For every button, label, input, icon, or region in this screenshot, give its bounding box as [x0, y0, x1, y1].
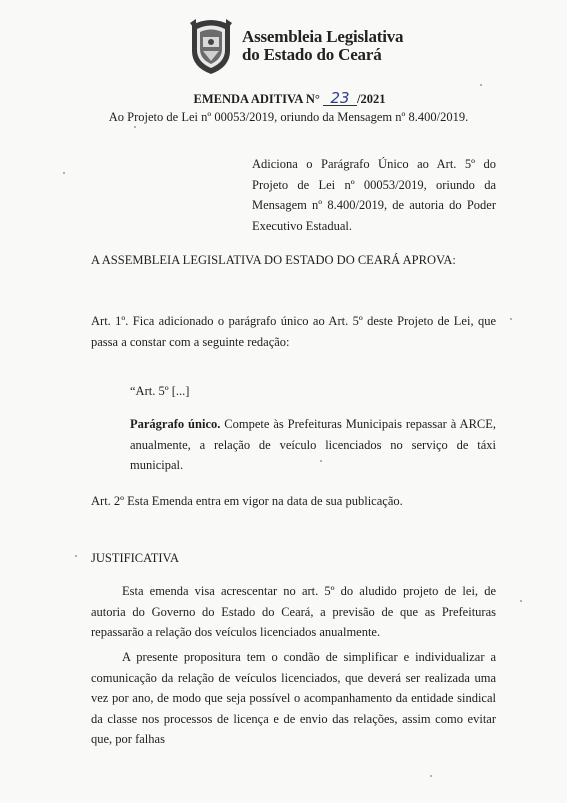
enactment-clause: A ASSEMBLEIA LEGISLATIVA DO ESTADO DO CEARÁ APROVA: [91, 253, 456, 267]
handwritten-amendment-number: 23 [323, 92, 357, 106]
sole-paragraph-label: Parágrafo único. [130, 417, 221, 431]
ementa-summary: Adiciona o Parágrafo Único ao Art. 5º do Projeto de Lei nº 00053/2019, oriundo da Mensagem nº 8.400/2019, de autoria do Poder Executivo Estadual. [252, 157, 496, 233]
scan-speck [75, 555, 77, 557]
amendment-subtitle: Ao Projeto de Lei nº 00053/2019, oriundo da Mensagem nº 8.400/2019. [108, 110, 469, 124]
institution-name-line2: do Estado do Ceará [242, 45, 382, 64]
letterhead [188, 17, 418, 75]
scan-speck [510, 318, 512, 320]
scan-speck [63, 172, 65, 174]
article-1: Art. 1º. Fica adicionado o parágrafo único ao Art. 5º deste Projeto de Lei, que passa a constar com a seguinte redação: [91, 314, 496, 349]
scan-speck [134, 126, 136, 128]
institution-name [242, 28, 403, 64]
sole-paragraph-text: Compete às Prefeituras Municipais repassar à ARCE, anualmente, a relação de veículo licenciados no serviço de táxi municipal. [130, 417, 497, 472]
article-2: Art. 2º Esta Emenda entra em vigor na data de sua publicação. [91, 494, 403, 508]
scan-speck [320, 460, 322, 462]
justification-heading: JUSTIFICATIVA [91, 551, 179, 565]
justification-paragraph-2: A presente propositura tem o condão de simplificar e individualizar a comunicação da relação de veículos licenciados, que deverá ser realizada uma vez por ano, de modo que seja possível o acompanhamento da entidade sindical da classe nos processos de licença e de envio das relações, assim como evitar que, por falhas [91, 650, 496, 746]
scan-speck [520, 600, 522, 602]
scan-speck [480, 84, 482, 86]
amendment-title-year: /2021 [356, 92, 386, 106]
institution-name-line1: Assembleia Legislativa [242, 27, 404, 46]
amendment-title-prefix: EMENDA ADITIVA N° [193, 92, 320, 106]
sole-paragraph [130, 414, 496, 476]
amendment-title [0, 89, 567, 107]
scan-speck [430, 775, 432, 777]
state-seal-icon [188, 17, 234, 75]
justification-paragraph-1: Esta emenda visa acrescentar no art. 5º do aludido projeto de lei, de autoria do Governo do Estado do Ceará, a previsão de que as Prefeituras repassarão a relação dos veículos licenciados anualmente. [91, 584, 496, 639]
quoted-article-heading: “Art. 5º [...] [130, 384, 190, 398]
